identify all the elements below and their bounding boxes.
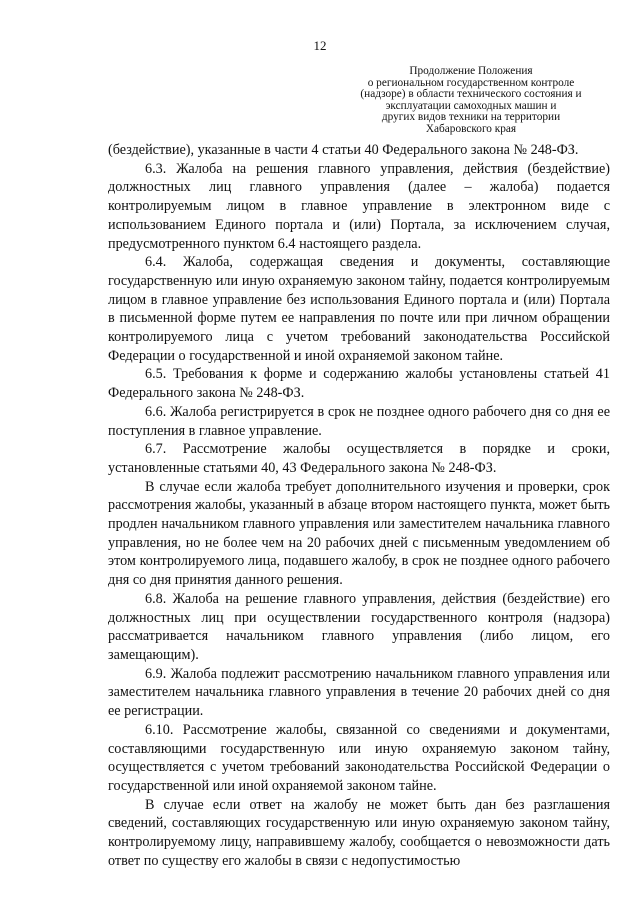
header-line: других видов техники на территории (381, 111, 561, 124)
header-line: (надзоре) в области технического состояния и (360, 88, 582, 101)
paragraph-6-4: 6.4. Жалоба, содержащая сведения и документы, составляющие государственную или иную охраняемую законом тайну, подается контролируемым лицом в главное управление без использования Единого портала и (или) Портала в письменной форме путем ее направления по почте или при личном обращении контролируемого лица с учетом требований законодательства Российской Федерации о государственной и иной охраняемой законом тайне. (108, 254, 610, 364)
paragraph-6-7: 6.7. Рассмотрение жалобы осуществляется в порядке и сроки, установленные статьями 40, 43 Федерального закона № 248-ФЗ. (108, 441, 610, 476)
document-body (108, 141, 610, 870)
paragraph-6-3: 6.3. Жалоба на решения главного управления, действия (бездействие) должностных лиц главного управления (далее – жалоба) подается контролируемым лицом в главное управление в электронном виде с использованием Единого портала и (или) Портала, за исключением случая, предусмотренного пунктом 6.4 настоящего раздела. (108, 160, 610, 252)
paragraph-continuation: (бездействие), указанные в части 4 статьи 40 Федерального закона № 248-ФЗ. (108, 142, 579, 158)
document-header (352, 66, 590, 136)
paragraph-6-7-extension: В случае если жалоба требует дополнительного изучения и проверки, срок рассмотрения жалобы, указанный в абзаце втором настоящего пункта, может быть продлен начальником главного управления или заместителем начальника главного управления, но не более чем на 20 рабочих дней с письменным уведомлением об этом контролируемого лица, подавшего жалобу, в срок не позднее одного рабочего дня со дня принятия данного решения. (108, 478, 610, 589)
header-line: Хабаровского края (425, 122, 517, 135)
paragraph-6-9: 6.9. Жалоба подлежит рассмотрению начальником главного управления или заместителем начальника главного управления в течение 20 рабочих дней со дня ее регистрации. (108, 665, 610, 720)
paragraph-6-10-secret: В случае если ответ на жалобу не может быть дан без разглашения сведений, составляющих государственную или иную охраняемую законом тайну, контролируемому лицу, направившему жалобу, сообщается о невозможности дать ответ по существу его жалобы в связи с недопустимостью (108, 796, 610, 869)
header-line: эксплуатации самоходных машин и (385, 99, 557, 112)
paragraph-6-8: 6.8. Жалоба на решение главного управления, действия (бездействие) его должностных лиц при осуществлении государственного контроля (надзора) рассматривается начальником главного управления (либо лицом, его замещающим). (108, 590, 610, 663)
page-number: 12 (313, 38, 327, 53)
paragraph-6-10: 6.10. Рассмотрение жалобы, связанной со сведениями и документами, составляющими государственную или иную охраняемую законом тайну, осуществляется с учетом требований законодательства Российской Федерации о государственной или иной охраняемой законом тайне. (108, 721, 610, 794)
header-line: Продолжение Положения (409, 65, 533, 77)
header-line: о региональном государственном контроле (367, 76, 575, 89)
paragraph-6-6: 6.6. Жалоба регистрируется в срок не позднее одного рабочего дня со дня ее поступления в главное управление. (108, 403, 610, 439)
paragraph-6-5: 6.5. Требования к форме и содержанию жалобы установлены статьей 41 Федерального закона № 248-ФЗ. (108, 366, 610, 402)
